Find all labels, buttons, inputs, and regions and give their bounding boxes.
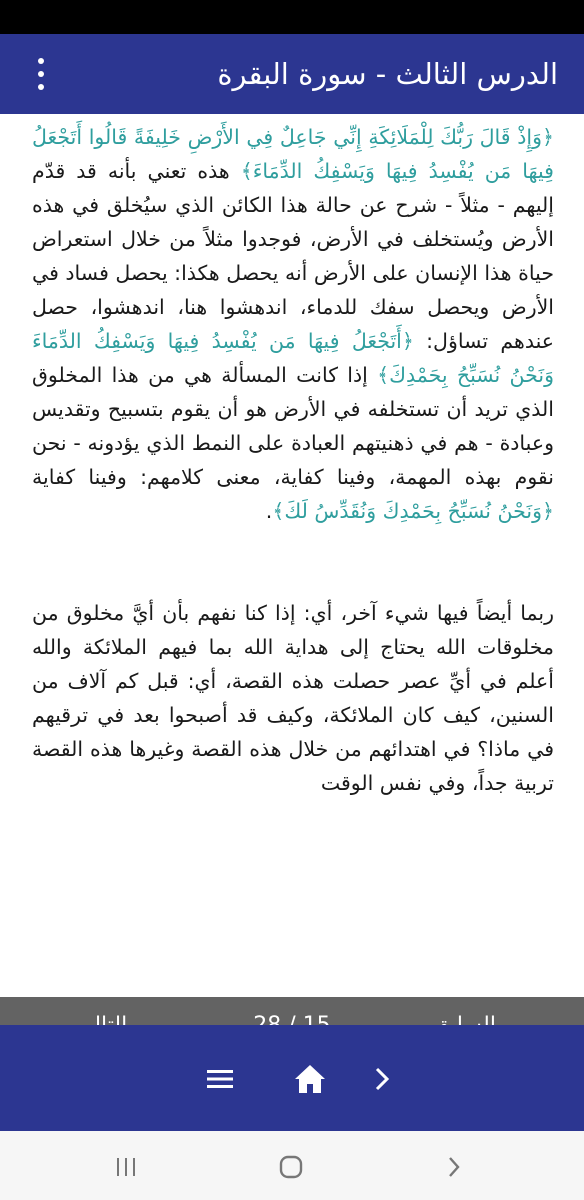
- paragraph-2: ربما أيضاً فيها شيء آخر، أي: إذا كنا نفهم بأن أيَّ مخلوق من مخلوقات الله يحتاج إلى هداية الله بما فيهم الملائكة والله أعلم في أيِّ عصر حصلت هذه القصة، أي: قبل كم آلاف من السنين، كيف كان الملائكة، وكيف قد أصبحوا بعد في ترقيهم في ماذا؟ في اهتدائهم من خلال هذه القصة وغيرها هذه القصة تربية جداً، وفي نفس الوقت: [32, 601, 554, 795]
- recent-apps-icon[interactable]: [106, 1147, 146, 1187]
- chevron-right-icon[interactable]: [360, 1057, 404, 1101]
- paragraph-text: إذا كانت المسألة هي من هذا المخلوق الذي تريد أن تستخلفه في الأرض هو أن يقوم بتسبيح وتقديس وعبادة - هم في ذهنيتهم العبادة على النمط الذي يؤدونه - نحن نقوم بهذه المهمة، وفينا كفاية، معنى كلامهم: وفينا كفاية: [32, 363, 554, 489]
- more-vert-icon[interactable]: [26, 58, 56, 90]
- quran-verse: ﴿وَنَحْنُ نُسَبِّحُ بِحَمْدِكَ وَنُقَدِّسُ لَكَ﴾: [272, 499, 554, 523]
- hamburger-menu-icon[interactable]: [198, 1057, 242, 1101]
- paragraph-1: [32, 120, 554, 528]
- paragraph-text: .: [265, 499, 273, 523]
- home-icon[interactable]: [288, 1057, 332, 1101]
- home-circle-icon[interactable]: [271, 1147, 311, 1187]
- back-icon[interactable]: [434, 1147, 474, 1187]
- bottom-toolbar: [0, 1025, 584, 1131]
- lesson-text: [32, 120, 554, 800]
- paragraph-text: هذه تعني بأنه قد قدّم إليهم - مثلاً - شرح عن حالة هذا الكائن الذي سيُخلق في هذه الأرض ويُستخلف في الأرض، فوجدوا مثلاً من خلال استعراض حياة هذا الإنسان على الأرض أنه يحصل هكذا: يحصل فساد في الأرض ويحصل سفك للدماء، اندهشوا هنا، اندهشوا، حصل عندهم تساؤل:: [32, 159, 554, 353]
- app-bar: [0, 34, 584, 114]
- status-bar: [0, 0, 584, 34]
- system-navigation-bar: [0, 1131, 584, 1200]
- quran-verse: ﴿أَتَجْعَلُ فِيهَا مَن يُفْسِدُ فِيهَا وَيَسْفِكُ الدِّمَاءَ وَنَحْنُ نُسَبِّحُ بِحَمْدِكَ﴾: [32, 329, 554, 387]
- quran-verse: ﴿وَإِذْ قَالَ رَبُّكَ لِلْمَلَائِكَةِ إِنِّي جَاعِلٌ فِي الأَرْضِ خَلِيفَةً قَالُوا أَتَجْعَلُ فِيهَا مَن يُفْسِدُ فِيهَا وَيَسْفِكُ الدِّمَاءَ﴾: [32, 125, 554, 183]
- page-title: الدرس الثالث - سورة البقرة: [217, 57, 558, 91]
